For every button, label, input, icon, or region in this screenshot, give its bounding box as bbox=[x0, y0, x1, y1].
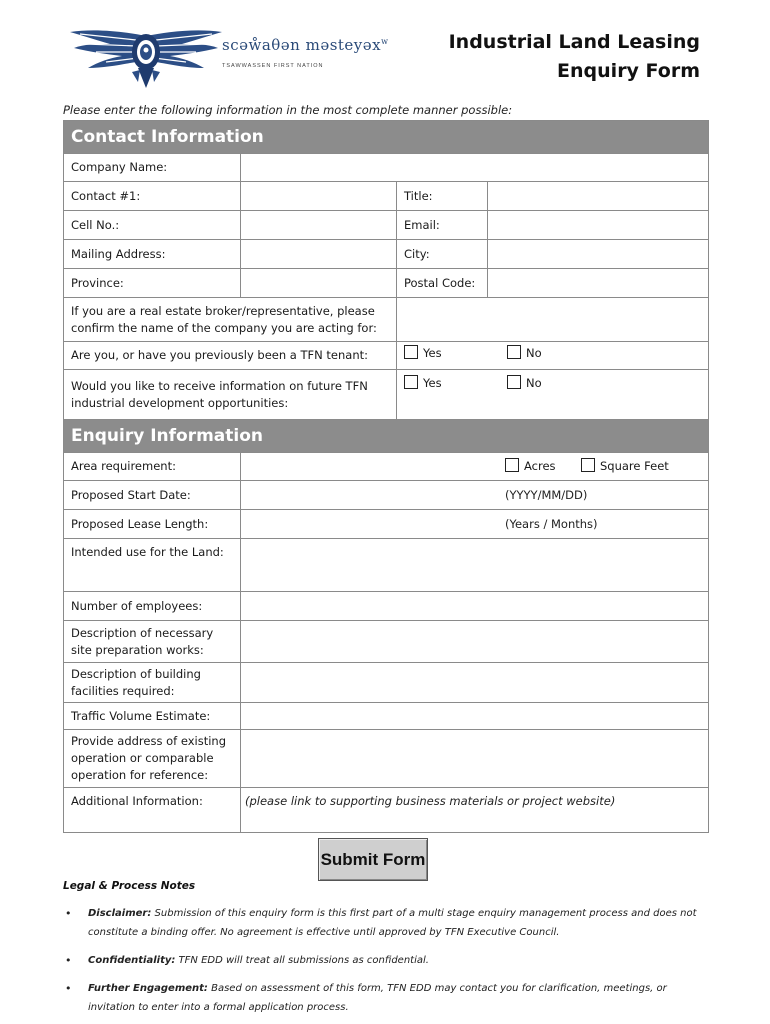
title-field[interactable] bbox=[488, 182, 709, 211]
province-field[interactable] bbox=[241, 269, 397, 298]
province-label: Province: bbox=[64, 269, 241, 298]
contact-1-label: Contact #1: bbox=[64, 182, 241, 211]
cell-label: Cell No.: bbox=[64, 211, 241, 240]
row-lease-length bbox=[64, 510, 709, 539]
additional-label: Additional Information: bbox=[64, 788, 241, 833]
contact-section-header bbox=[64, 121, 709, 154]
enquiry-form-table bbox=[63, 120, 709, 833]
row-broker bbox=[64, 298, 709, 342]
employees-field[interactable] bbox=[241, 592, 709, 621]
future-no-checkbox[interactable] bbox=[507, 375, 521, 389]
date-format-hint: (YYYY/MM/DD) bbox=[505, 487, 588, 502]
row-province bbox=[64, 269, 709, 298]
row-company-name bbox=[64, 154, 709, 182]
site-prep-label: Description of necessary site preparation works: bbox=[64, 621, 241, 663]
acres-option[interactable]: Acres bbox=[505, 458, 581, 475]
tenant-options bbox=[397, 342, 709, 370]
bullet-icon: • bbox=[65, 982, 72, 995]
row-employees bbox=[64, 592, 709, 621]
building-field[interactable] bbox=[241, 663, 709, 703]
start-date-label: Proposed Start Date: bbox=[64, 481, 241, 510]
enquiry-section-header bbox=[64, 420, 709, 453]
row-start-date bbox=[64, 481, 709, 510]
notes-list bbox=[63, 904, 713, 1024]
intended-use-label: Intended use for the Land: bbox=[64, 539, 241, 592]
address-ref-label: Provide address of existing operation or comparable operation for reference: bbox=[64, 730, 241, 788]
company-name-field[interactable] bbox=[241, 154, 709, 182]
row-future bbox=[64, 370, 709, 420]
additional-field[interactable] bbox=[241, 788, 709, 833]
contact-1-field[interactable] bbox=[241, 182, 397, 211]
additional-hint: (please link to supporting business materials or project website) bbox=[245, 794, 616, 808]
notes-title: Legal & Process Notes bbox=[63, 880, 196, 892]
cell-field[interactable] bbox=[241, 211, 397, 240]
future-no-option[interactable]: No bbox=[507, 375, 542, 392]
intended-use-field[interactable] bbox=[241, 539, 709, 592]
row-site-prep bbox=[64, 621, 709, 663]
traffic-label: Traffic Volume Estimate: bbox=[64, 703, 241, 730]
employees-label: Number of employees: bbox=[64, 592, 241, 621]
note-disclaimer: • Disclaimer: Submission of this enquiry form is this first part of a multi stage enquiry management process and does not constitute a binding offer. No agreement is effective until approved by TFN Executive Council. bbox=[63, 904, 713, 942]
address-ref-field[interactable] bbox=[241, 730, 709, 788]
mailing-address-label: Mailing Address: bbox=[64, 240, 241, 269]
email-label: Email: bbox=[397, 211, 488, 240]
traffic-field[interactable] bbox=[241, 703, 709, 730]
broker-question: If you are a real estate broker/representative, please confirm the name of the company you are acting for: bbox=[64, 298, 397, 342]
row-mailing bbox=[64, 240, 709, 269]
future-yes-checkbox[interactable] bbox=[404, 375, 418, 389]
square-feet-checkbox[interactable] bbox=[581, 458, 595, 472]
area-label: Area requirement: bbox=[64, 453, 241, 481]
email-field[interactable] bbox=[488, 211, 709, 240]
future-yes-option[interactable]: Yes bbox=[404, 375, 507, 392]
future-question: Would you like to receive information on future TFN industrial development opportunities: bbox=[64, 370, 397, 420]
postal-code-field[interactable] bbox=[488, 269, 709, 298]
lease-length-label: Proposed Lease Length: bbox=[64, 510, 241, 539]
tenant-yes-checkbox[interactable] bbox=[404, 345, 418, 359]
tenant-yes-option[interactable]: Yes bbox=[404, 345, 507, 362]
bullet-icon: • bbox=[65, 954, 72, 967]
length-format-hint: (Years / Months) bbox=[505, 516, 598, 531]
note-further-engagement: • Further Engagement: Based on assessment of this form, TFN EDD may contact you for clarification, meetings, or invitation to enter into a formal application process. bbox=[63, 979, 713, 1017]
city-label: City: bbox=[397, 240, 488, 269]
company-name-label: Company Name: bbox=[64, 154, 241, 182]
row-area bbox=[64, 453, 709, 481]
broker-company-field[interactable] bbox=[397, 298, 709, 342]
tenant-no-checkbox[interactable] bbox=[507, 345, 521, 359]
page-title bbox=[449, 28, 700, 86]
future-options bbox=[397, 370, 709, 420]
row-address-ref bbox=[64, 730, 709, 788]
acres-checkbox[interactable] bbox=[505, 458, 519, 472]
row-intended-use bbox=[64, 539, 709, 592]
building-label: Description of building facilities required: bbox=[64, 663, 241, 703]
postal-code-label: Postal Code: bbox=[397, 269, 488, 298]
tenant-question: Are you, or have you previously been a TFN tenant: bbox=[64, 342, 397, 370]
area-field[interactable] bbox=[241, 453, 709, 481]
row-building bbox=[64, 663, 709, 703]
tfn-logo-eagle-icon bbox=[66, 22, 226, 94]
page-header bbox=[0, 0, 770, 100]
row-traffic bbox=[64, 703, 709, 730]
mailing-address-field[interactable] bbox=[241, 240, 397, 269]
start-date-field[interactable] bbox=[241, 481, 709, 510]
contact-heading: Contact Information bbox=[64, 121, 709, 154]
org-subtitle: TSAWWASSEN FIRST NATION bbox=[222, 63, 324, 69]
title-line-2: Enquiry Form bbox=[557, 60, 700, 82]
org-name: scəẘaθən məsteyəx$^w$ bbox=[222, 36, 389, 54]
title-line-1: Industrial Land Leasing bbox=[448, 31, 700, 53]
row-tenant bbox=[64, 342, 709, 370]
form-intro: Please enter the following information in the most complete manner possible: bbox=[63, 103, 513, 117]
row-contact bbox=[64, 182, 709, 211]
lease-length-field[interactable] bbox=[241, 510, 709, 539]
title-label: Title: bbox=[397, 182, 488, 211]
city-field[interactable] bbox=[488, 240, 709, 269]
site-prep-field[interactable] bbox=[241, 621, 709, 663]
row-cell bbox=[64, 211, 709, 240]
note-confidentiality: • Confidentiality: TFN EDD will treat all submissions as confidential. bbox=[63, 951, 713, 970]
submit-form-button[interactable]: Submit Form bbox=[318, 838, 428, 881]
row-additional bbox=[64, 788, 709, 833]
square-feet-option[interactable]: Square Feet bbox=[581, 458, 669, 475]
enquiry-heading: Enquiry Information bbox=[64, 420, 709, 453]
tenant-no-option[interactable]: No bbox=[507, 345, 542, 362]
bullet-icon: • bbox=[65, 907, 72, 920]
